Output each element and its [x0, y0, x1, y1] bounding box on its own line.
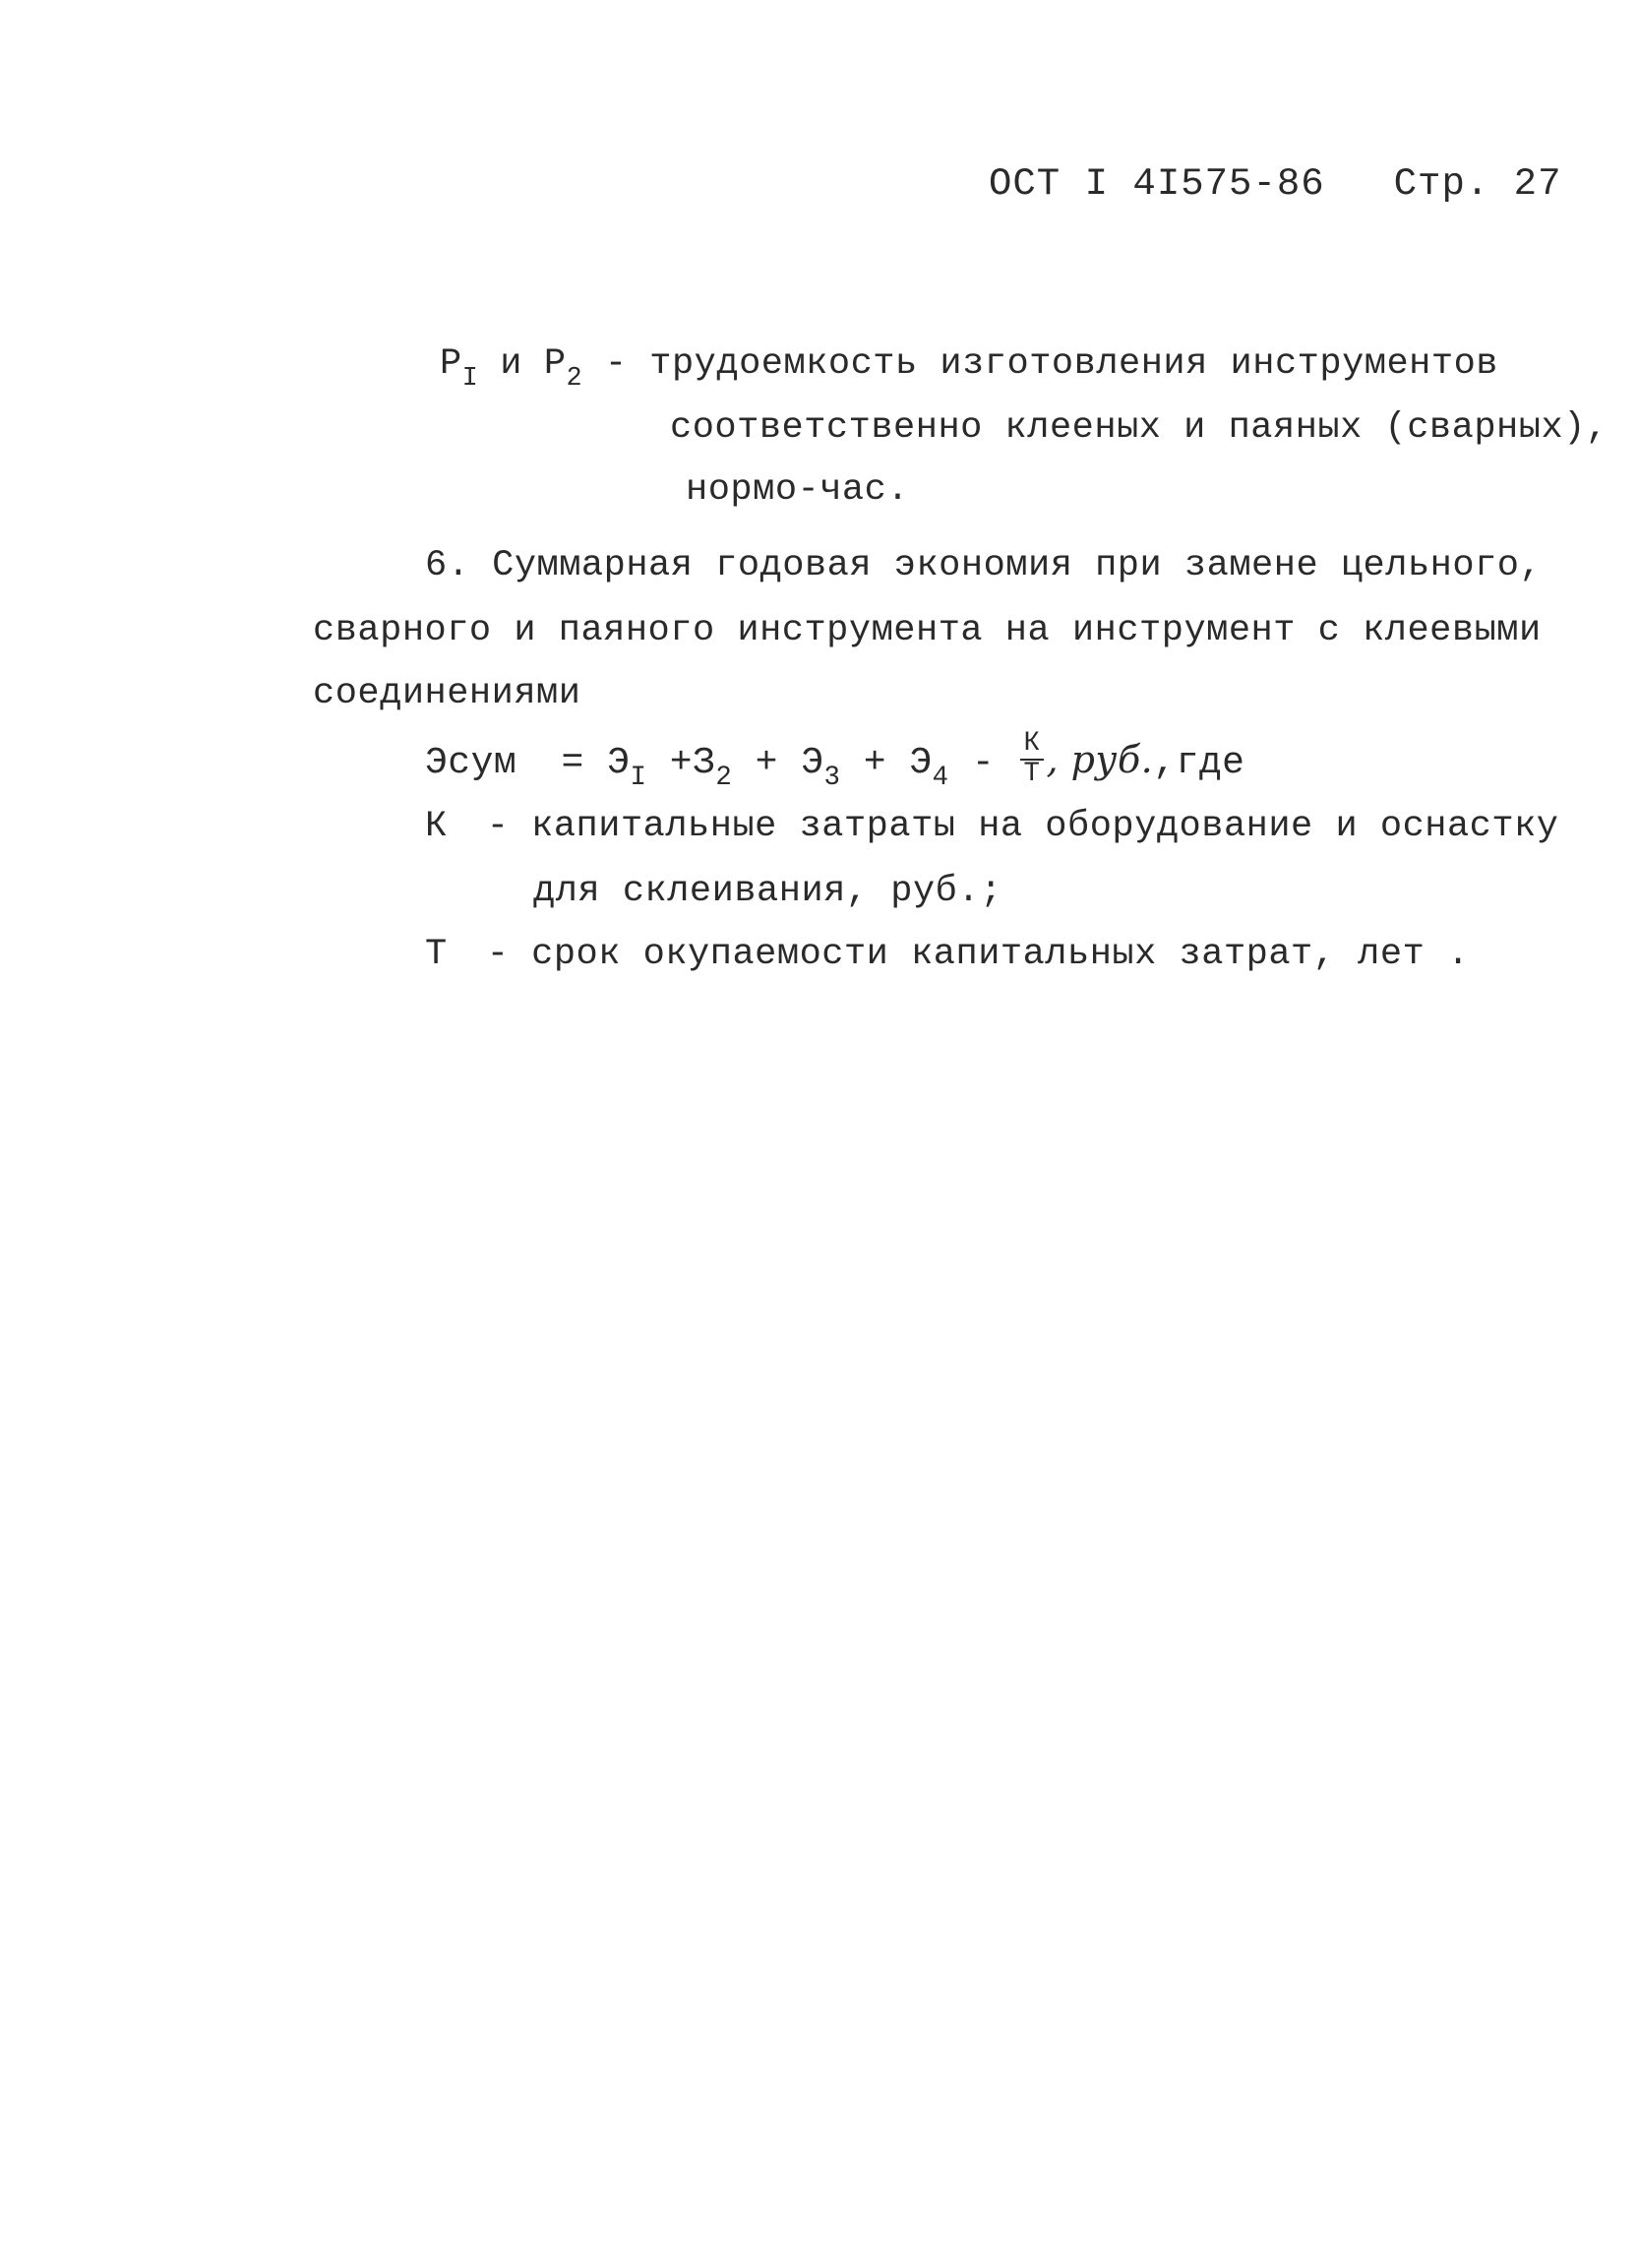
k-definition-line-2: для склеивания, руб.; — [533, 871, 1002, 912]
k-symbol: К — [425, 806, 448, 847]
p-definition-line-1 — [440, 343, 1498, 393]
fraction-numerator: К — [1020, 730, 1045, 761]
k-definition-text: - капитальные затраты на оборудование и оснастку — [486, 806, 1559, 847]
paragraph-6-line-1: 6. Суммарная годовая экономия при замене цельного, — [425, 545, 1543, 586]
page-number: Стр. 27 — [1393, 162, 1562, 206]
paragraph-6-line-2: сварного и паяного инструмента на инструмент с клеевыми — [313, 610, 1542, 651]
formula-plus-2: + — [755, 741, 778, 784]
formula-term-e3: $Э_3$ — [801, 741, 841, 794]
p2-symbol: $P_2$ — [543, 343, 583, 393]
p-definition-line-3: нормо-час. — [686, 469, 910, 511]
k-definition-line-1 — [425, 806, 1559, 847]
formula-term-e4: $Э_4$ — [909, 741, 949, 794]
formula-equals: = — [561, 741, 584, 784]
p-definition-line-2: соответственно клееных и паяных (сварных), — [670, 407, 1608, 449]
p-definition-text: - трудоемкость изготовления инструментов — [604, 343, 1498, 385]
conjunction: и — [500, 343, 522, 385]
page-header — [989, 162, 1562, 206]
fraction-denominator: Т — [1023, 758, 1041, 789]
t-symbol: Т — [425, 934, 448, 975]
p1-symbol: $P_I$ — [440, 343, 479, 393]
formula-lhs: Эсум — [425, 741, 517, 784]
t-definition-line-1 — [425, 934, 1470, 975]
formula-tail: ,где — [1153, 741, 1245, 784]
formula-minus: - — [971, 741, 996, 784]
savings-formula — [425, 728, 1245, 794]
formula-fraction — [1020, 730, 1045, 788]
formula-unit: , руб. — [1046, 737, 1154, 781]
document-code: ОСТ I 4I575-86 — [989, 162, 1325, 206]
formula-term-e1: $Э_I$ — [607, 741, 647, 794]
paragraph-6-line-3: соединениями — [313, 673, 581, 714]
t-definition-text: - срок окупаемости капитальных затрат, лет . — [486, 934, 1470, 975]
formula-plus-1: + — [669, 741, 694, 784]
formula-plus-3: + — [863, 741, 887, 784]
formula-term-z2: $З_2$ — [693, 741, 733, 794]
